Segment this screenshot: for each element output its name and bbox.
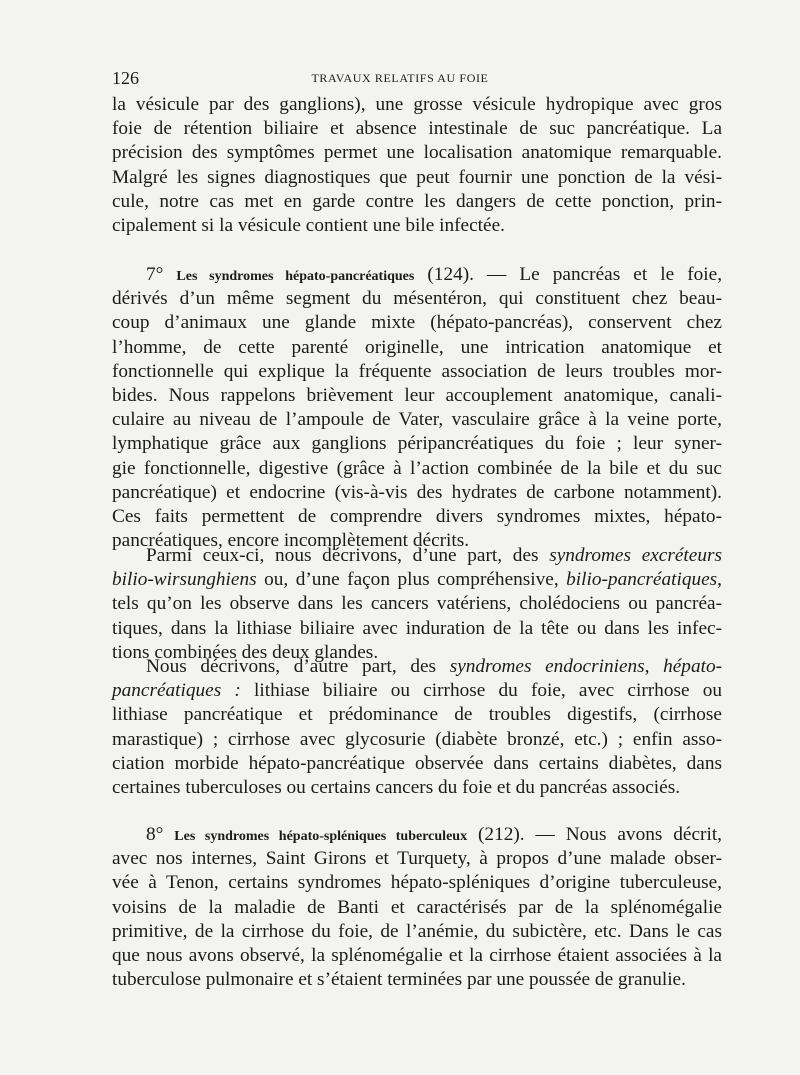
text-line bbox=[112, 871, 722, 895]
italic-term: bilio-pancréatiques bbox=[566, 569, 718, 591]
text-run: marastique) ; cirrhose avec glycosurie (diabète bronzé, etc.) ; enfin asso- bbox=[112, 728, 722, 750]
paragraph-intro bbox=[112, 93, 722, 238]
text-run: 8° bbox=[146, 824, 175, 845]
text-run: , bbox=[717, 569, 722, 591]
text-line bbox=[112, 703, 722, 727]
text-run: tions combinées des deux glandes. bbox=[112, 641, 379, 663]
text-line bbox=[112, 847, 722, 871]
text-run: bides. Nous rappelons brièvement leur accouplement anatomique, canali- bbox=[112, 384, 722, 406]
text-run: cule, notre cas met en garde contre les dangers de cette ponction, prin- bbox=[112, 190, 722, 212]
text-line bbox=[112, 617, 722, 641]
text-line bbox=[112, 896, 722, 920]
text-line bbox=[112, 679, 722, 703]
text-run: tiques, dans la lithiase biliaire avec induration de la tête ou dans les infec- bbox=[112, 617, 722, 639]
text-run: tuberculose pulmonaire et s’étaient terminées par une poussée de granulie. bbox=[112, 969, 686, 991]
text-run: Malgré les signes diagnostiques que peut fournir une ponction de la vési- bbox=[112, 166, 722, 188]
text-line bbox=[112, 336, 722, 360]
italic-term: syndromes endocriniens, hépato- bbox=[449, 656, 722, 677]
text-line bbox=[112, 544, 722, 568]
text-line bbox=[112, 311, 722, 335]
text-run: précision des symptômes permet une localisation anatomique remarquable. bbox=[112, 142, 722, 164]
text-run: avec nos internes, Saint Girons et Turquety, à propos d’une malade obser- bbox=[112, 848, 722, 870]
text-run: fonctionnelle qui explique la fréquente association de leurs troubles mor- bbox=[112, 360, 722, 382]
section-heading: Les syndromes hépato-pancréatiques bbox=[176, 269, 415, 284]
text-run: voisins de la maladie de Banti et caractérisés par de la splénomégalie bbox=[112, 896, 722, 918]
text-line bbox=[112, 263, 722, 287]
paragraph-excretory-syndromes bbox=[112, 544, 722, 665]
text-line bbox=[112, 457, 722, 481]
text-run: la vésicule par des ganglions), une grosse vésicule hydropique avec gros bbox=[112, 94, 722, 115]
text-line bbox=[112, 968, 722, 992]
text-run: cipalement si la vésicule contient une bile infectée. bbox=[112, 214, 505, 236]
text-run: tels qu’on les observe dans les cancers vatériens, cholédociens ou pancréa- bbox=[112, 593, 722, 615]
text-run: foie de rétention biliaire et absence intestinale de suc pancréatique. La bbox=[112, 118, 722, 140]
italic-term: bilio-wirsunghiens bbox=[112, 569, 257, 591]
text-line bbox=[112, 141, 722, 165]
text-line bbox=[112, 360, 722, 384]
text-run: primitive, de la cirrhose du foie, de l’anémie, du subictère, etc. Dans le cas bbox=[112, 920, 722, 942]
section-7-hepato-pancreatic bbox=[112, 263, 722, 553]
section-heading: Les syndromes hépato-spléniques tuberculeux bbox=[174, 829, 468, 844]
section-8-hepato-splenic bbox=[112, 823, 722, 992]
text-run: Ces faits permettent de comprendre divers syndromes mixtes, hépato- bbox=[112, 505, 722, 527]
text-run: certaines tuberculoses ou certains cancers du foie et du pancréas associés. bbox=[112, 776, 681, 798]
text-line bbox=[112, 920, 722, 944]
text-run: Nous décrivons, d’autre part, des bbox=[146, 656, 450, 677]
text-line bbox=[112, 287, 722, 311]
text-line bbox=[112, 752, 722, 776]
text-line bbox=[112, 823, 722, 847]
text-run: culaire au niveau de l’ampoule de Vater, vasculaire grâce à la veine porte, bbox=[112, 409, 722, 431]
text-run: ou, d’une façon plus compréhensive, bbox=[256, 569, 567, 591]
text-line bbox=[112, 592, 722, 616]
text-line bbox=[112, 166, 722, 190]
text-run: coup d’animaux une glande mixte (hépato-pancréas), conservent chez bbox=[112, 312, 722, 334]
text-run: pancréatiques, encore incomplètement décrits. bbox=[112, 530, 470, 552]
text-run: (124). — Le pancréas et le foie, bbox=[414, 264, 723, 285]
text-line bbox=[112, 568, 722, 592]
text-run: l’homme, de cette parenté originelle, une intrication anatomique et bbox=[112, 336, 722, 358]
text-run: (212). — Nous avons décrit, bbox=[467, 824, 722, 845]
text-run: lymphatique grâce aux ganglions péripancréatiques du foie ; leur syner- bbox=[112, 433, 722, 455]
text-line bbox=[112, 214, 722, 238]
running-head: TRAVAUX RELATIFS AU FOIE bbox=[311, 71, 489, 85]
text-line bbox=[112, 776, 722, 800]
italic-term: syndromes excréteurs bbox=[549, 545, 722, 566]
text-run: dérivés d’un même segment du mésentéron, qui constituent chez beau- bbox=[112, 288, 722, 310]
text-run: lithiase pancréatique et prédominance de troubles digestifs, (cirrhose bbox=[112, 704, 722, 726]
text-line bbox=[112, 384, 722, 408]
text-line bbox=[112, 190, 722, 214]
text-run: pancréatique) et endocrine (vis-à-vis des hydrates de carbone notamment). bbox=[112, 481, 722, 503]
text-line bbox=[112, 944, 722, 968]
text-run: Parmi ceux-ci, nous décrivons, d’une part, des bbox=[146, 545, 550, 566]
page-number: 126 bbox=[112, 68, 139, 88]
italic-term: pancréatiques : bbox=[112, 680, 241, 702]
text-run: vée à Tenon, certains syndromes hépato-spléniques d’origine tuberculeuse, bbox=[112, 872, 722, 894]
text-line bbox=[112, 655, 722, 679]
text-line bbox=[112, 408, 722, 432]
text-line bbox=[112, 93, 722, 117]
text-run: ciation morbide hépato-pancréatique observée dans certains diabètes, dans bbox=[112, 752, 722, 774]
text-run: 7° bbox=[146, 264, 177, 285]
text-run: lithiase biliaire ou cirrhose du foie, avec cirrhose ou bbox=[240, 680, 722, 702]
paragraph-endocrine-syndromes bbox=[112, 655, 722, 800]
text-line bbox=[112, 481, 722, 505]
text-line bbox=[112, 432, 722, 456]
text-run: que nous avons observé, la splénomégalie et la cirrhose étaient associées à la bbox=[112, 944, 722, 966]
text-run: gie fonctionnelle, digestive (grâce à l’action combinée de la bile et du suc bbox=[112, 457, 722, 479]
text-line bbox=[112, 117, 722, 141]
text-line bbox=[112, 505, 722, 529]
text-line bbox=[112, 728, 722, 752]
